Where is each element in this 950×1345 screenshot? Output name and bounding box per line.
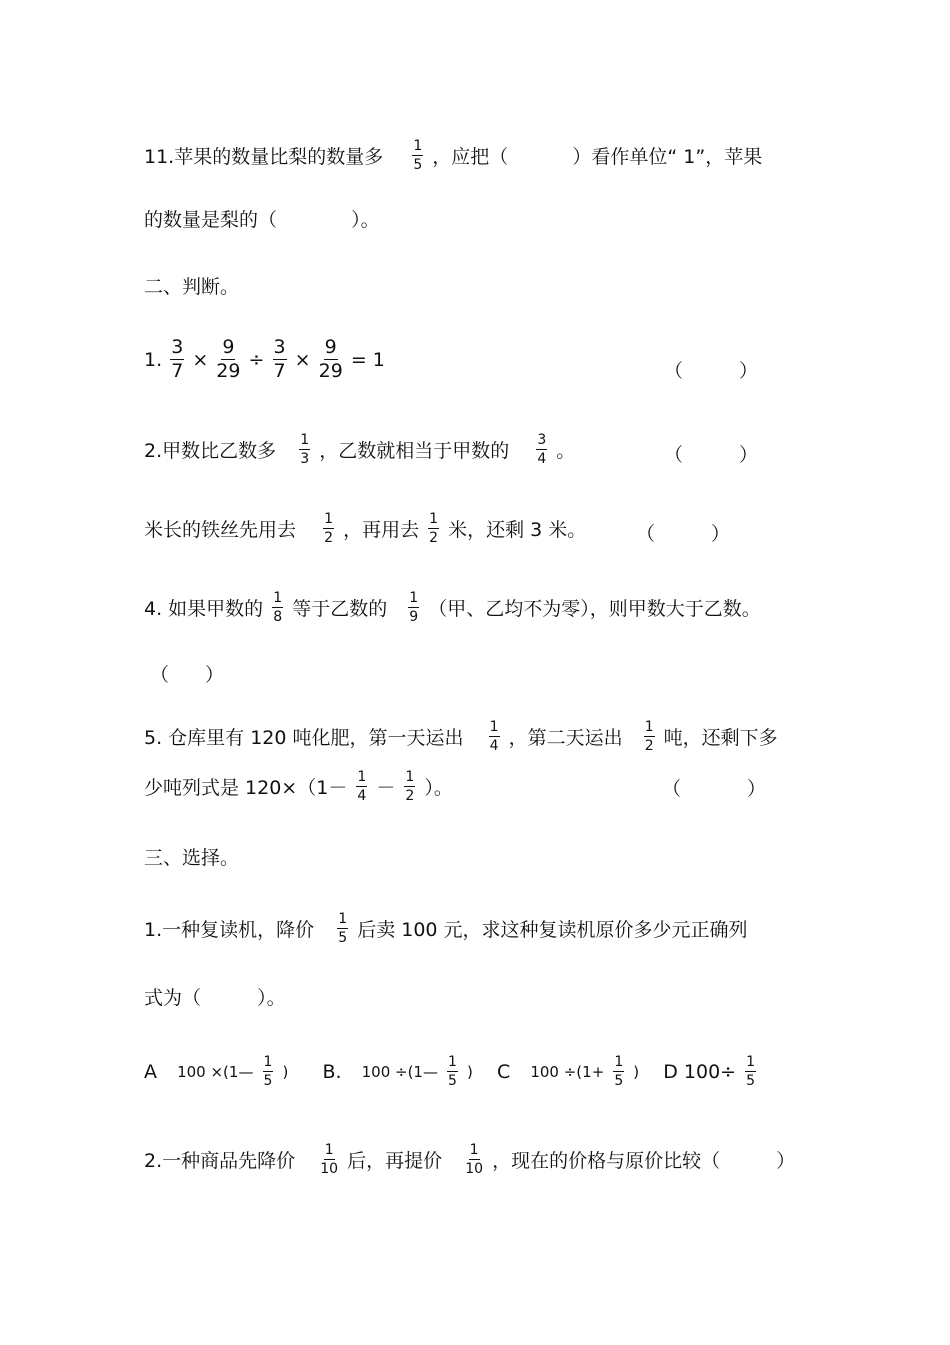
q11-text-2: ，应把（: [432, 146, 509, 168]
c2-text-1: 2.一种商品先降价: [144, 1150, 296, 1172]
q11-line1: [144, 138, 762, 173]
j2-text-1: 2.甲数比乙数多: [144, 440, 277, 462]
c2-text-2: 后，再提价: [347, 1150, 443, 1172]
option-b-end: ): [467, 1062, 473, 1081]
j5-text-6: ）。: [424, 777, 453, 799]
option-c-fraction: $\frac{1}{5}$: [614, 1054, 624, 1089]
c2-fraction-2: $\frac{1}{10}$: [465, 1142, 484, 1177]
j2-fraction-1: $\frac{1}{3}$: [300, 432, 310, 467]
j1-answer-blank[interactable]: （ ）: [664, 360, 759, 382]
option-d[interactable]: [663, 1054, 759, 1089]
option-a-fraction: $\frac{1}{5}$: [263, 1054, 273, 1089]
j1-fraction-1: $\frac{3}{7}$: [171, 336, 184, 382]
j5-answer-blank[interactable]: （ ）: [662, 778, 767, 800]
option-c-end: ): [633, 1062, 640, 1081]
judge-item-5-line2: [144, 769, 453, 804]
option-d-label: D 100÷: [663, 1060, 737, 1083]
j5-fraction-1: $\frac{1}{4}$: [489, 719, 499, 754]
c1-line2-text: 式为（: [144, 987, 202, 1009]
j1-op-1: ×: [192, 348, 209, 371]
j5-text-2: ，第二天运出: [508, 727, 623, 749]
j5-fraction-2: $\frac{1}{2}$: [644, 719, 654, 754]
judge-item-1: [144, 337, 385, 382]
q11-line2-end: ）。: [351, 209, 380, 231]
q11-text-1: 11.苹果的数量比梨的数量多: [144, 146, 384, 168]
option-b-label: B.: [322, 1060, 342, 1083]
option-c[interactable]: [496, 1054, 645, 1089]
j4-text-2: 等于乙数的: [292, 598, 388, 620]
q11-line2-text: 的数量是梨的（: [144, 209, 278, 231]
j5-fraction-3: $\frac{1}{4}$: [357, 769, 367, 804]
judge-item-4: [144, 590, 761, 625]
q11-line2: [144, 205, 380, 232]
option-b[interactable]: [322, 1054, 478, 1089]
choice-item-2: [144, 1142, 795, 1177]
j4-text-3: （甲、乙均不为零），则甲数大于乙数。: [428, 598, 761, 620]
choice-item-1-line1: [144, 911, 748, 946]
choice-item-1-line2: [144, 983, 286, 1010]
j4-answer-blank[interactable]: （ ）: [150, 664, 225, 686]
j1-rhs: = 1: [350, 348, 385, 371]
option-d-fraction: $\frac{1}{5}$: [746, 1054, 756, 1089]
c2-fraction-1: $\frac{1}{10}$: [320, 1142, 339, 1177]
option-b-expr: 100 ÷(1—: [361, 1062, 438, 1081]
j1-fraction-3: $\frac{3}{7}$: [273, 336, 286, 382]
j2-text-3: 。: [556, 440, 576, 462]
j5-text-4: 少吨列式是 120×（1－: [144, 777, 348, 799]
j5-text-1: 5. 仓库里有 120 吨化肥，第一天运出: [144, 727, 464, 749]
judge-item-5-line1: [144, 719, 778, 754]
option-a-end: ): [282, 1062, 289, 1081]
q11-fraction: $\frac{1}{5}$: [413, 138, 423, 173]
option-a[interactable]: [144, 1054, 294, 1089]
j2-answer-blank[interactable]: （ ）: [664, 444, 759, 466]
judge-item-2: [144, 432, 575, 467]
j1-op-3: ×: [294, 348, 311, 371]
j3-answer-blank[interactable]: （ ）: [636, 523, 731, 545]
j3-text-2: ，再用去: [343, 519, 420, 541]
j3-fraction-1: $\frac{1}{2}$: [324, 511, 334, 546]
j4-fraction-1: $\frac{1}{8}$: [273, 590, 283, 625]
section-heading-judge: 二、判断。: [144, 276, 240, 298]
j1-prefix: 1.: [144, 348, 163, 371]
c1-text-2: 后卖 100 元，求这种复读机原价多少元正确列: [357, 919, 748, 941]
j5-text-5: －: [376, 777, 396, 799]
j2-fraction-2: $\frac{3}{4}$: [537, 432, 547, 467]
j1-fraction-2: $\frac{9}{29}$: [216, 336, 241, 382]
j3-text-1: 米长的铁丝先用去: [144, 519, 297, 541]
option-c-label: C: [496, 1060, 511, 1083]
option-a-label: A: [144, 1060, 157, 1083]
option-b-fraction: $\frac{1}{5}$: [448, 1054, 457, 1089]
j5-text-3: 吨，还剩下多: [663, 727, 778, 749]
c2-text-3: ，现在的价格与原价比较（: [492, 1150, 721, 1172]
j5-fraction-4: $\frac{1}{2}$: [405, 769, 415, 804]
section-heading-choice: 三、选择。: [144, 847, 240, 869]
j4-fraction-2: $\frac{1}{9}$: [409, 590, 419, 625]
j2-text-2: ，乙数就相当于甲数的: [319, 440, 510, 462]
j3-fraction-2: $\frac{1}{2}$: [429, 511, 439, 546]
j3-text-3: 米，还剩 3 米。: [448, 519, 587, 541]
c1-fraction-1: $\frac{1}{5}$: [338, 911, 348, 946]
j4-text-1: 4. 如果甲数的: [144, 598, 264, 620]
option-c-expr: 100 ÷(1+: [530, 1062, 605, 1081]
option-a-expr: 100 ×(1—: [177, 1062, 254, 1081]
c1-text-1: 1.一种复读机，降价: [144, 919, 315, 941]
choice-item-1-options: [144, 1054, 759, 1089]
j1-op-2: ÷: [248, 348, 265, 371]
c1-line2-end: ）。: [257, 987, 286, 1009]
c2-answer-blank[interactable]: ）: [776, 1150, 796, 1172]
q11-text-3: ）看作单位“ 1”，苹果: [572, 146, 763, 168]
judge-item-3: [144, 511, 586, 546]
j1-fraction-4: $\frac{9}{29}$: [318, 336, 343, 382]
